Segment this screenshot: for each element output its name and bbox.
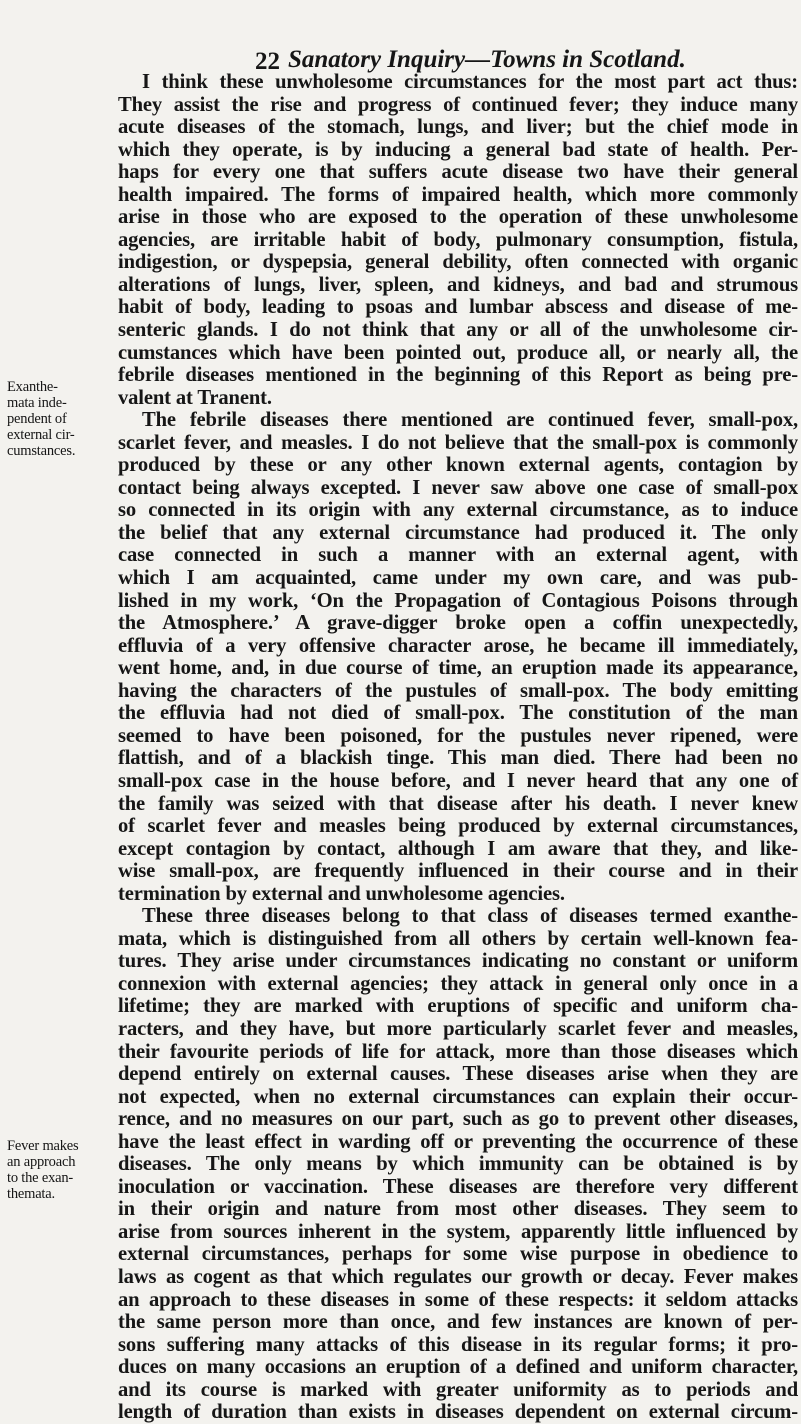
text-line: I think these unwholesome circumstances for the most part act thus: xyxy=(142,71,798,93)
text-line: length of duration than exists in diseases dependent on external circum- xyxy=(118,1401,798,1424)
text-line: went home, and, in due course of time, an eruption made its appearance, xyxy=(118,657,798,680)
text-line: tures. They arise under circumstances indicating no constant or uniform xyxy=(118,950,798,973)
text-line: sons suffering many attacks of this disease in its regular forms; it pro- xyxy=(118,1333,798,1356)
margin-note-line: to the exan- xyxy=(7,1170,74,1186)
text-line: diseases. The only means by which immunity can be obtained is by xyxy=(118,1153,798,1176)
text-line: having the characters of the pustules of small-pox. The body emitting xyxy=(118,679,798,702)
margin-note-line: themata. xyxy=(7,1186,55,1202)
text-line: which they operate, is by inducing a general bad state of health. Per- xyxy=(118,138,798,161)
text-line: connexion with external agencies; they attack in general only once in a xyxy=(118,972,798,995)
text-line: indigestion, or dyspepsia, general debility, often connected with organic xyxy=(118,251,798,274)
text-line: habit of body, leading to psoas and lumbar abscess and disease of me- xyxy=(118,296,798,319)
margin-note-line: mata inde- xyxy=(7,395,67,411)
text-line: except contagion by contact, although I am aware that they, and like- xyxy=(118,837,798,860)
text-line: termination by external and unwholesome agencies. xyxy=(118,882,565,905)
text-line: mata, which is distinguished from all others by certain well-known fea- xyxy=(118,927,798,950)
margin-note-line: Exanthe- xyxy=(7,379,58,395)
text-line: the belief that any external circumstance had produced it. The only xyxy=(118,521,798,544)
text-line: inoculation or vaccination. These diseases are therefore very different xyxy=(118,1175,798,1198)
text-line: rence, and no measures on our part, such as go to prevent other diseases, xyxy=(118,1108,798,1131)
text-line: depend entirely on external causes. These diseases arise when they are xyxy=(118,1063,798,1086)
text-line: the same person more than once, and few instances are known of per- xyxy=(118,1311,798,1334)
text-line: laws as cogent as that which regulates our growth or decay. Fever makes xyxy=(118,1265,798,1288)
text-line: external circumstances, perhaps for some wise purpose in obedience to xyxy=(118,1243,798,1266)
text-line: senteric glands. I do not think that any or all of the unwholesome cir- xyxy=(118,319,798,342)
text-line: an approach to these diseases in some of these respects: it seldom attacks xyxy=(118,1288,798,1311)
margin-note-line: an approach xyxy=(7,1154,76,1170)
text-line: have the least effect in warding off or preventing the occurrence of these xyxy=(118,1130,798,1153)
text-line: which I am acquainted, came under my own care, and was pub- xyxy=(118,567,798,590)
page-number: 22 xyxy=(255,48,280,75)
text-line: arise in those who are exposed to the operation of these unwholesome xyxy=(118,206,798,229)
running-title: Sanatory Inquiry—Towns in Scotland. xyxy=(288,46,686,73)
margin-note-line: external cir- xyxy=(7,427,75,443)
text-line: produced by these or any other known external agents, contagion by xyxy=(118,454,798,477)
text-line: valent at Tranent. xyxy=(118,386,272,409)
text-line: their favourite periods of life for attack, more than those diseases which xyxy=(118,1040,798,1063)
text-line: the effluvia had not died of small-pox. The constitution of the man xyxy=(118,702,798,725)
text-line: effluvia of a very offensive character arose, he became ill immediately, xyxy=(118,634,798,657)
text-line: so connected in its origin with any external circumstance, as to induce xyxy=(118,499,798,522)
text-line: lifetime; they are marked with eruptions of specific and uniform cha- xyxy=(118,995,798,1018)
text-line: agencies, are irritable habit of body, pulmonary consumption, fistula, xyxy=(118,228,798,251)
text-line: These three diseases belong to that class of diseases termed exanthe- xyxy=(142,905,798,928)
margin-note-fever xyxy=(7,1138,107,1202)
text-line: the family was seized with that disease after his death. I never knew xyxy=(118,792,798,815)
text-line: of scarlet fever and measles being produced by external circumstances, xyxy=(118,815,798,838)
text-line: flattish, and of a blackish tinge. This man died. There had been no xyxy=(118,747,798,770)
margin-note-line: Fever makes xyxy=(7,1138,79,1154)
margin-note-line: pendent of xyxy=(7,411,67,427)
text-line: haps for every one that suffers acute disease two have their general xyxy=(118,161,798,184)
text-line: alterations of lungs, liver, spleen, and kidneys, and bad and strumous xyxy=(118,273,798,296)
text-line: They assist the rise and progress of continued fever; they induce many xyxy=(118,93,798,116)
text-line: arise from sources inherent in the system, apparently little influenced by xyxy=(118,1220,798,1243)
text-line: case connected in such a manner with an external agent, with xyxy=(118,544,798,567)
text-line: febrile diseases mentioned in the beginning of this Report as being pre- xyxy=(118,364,798,387)
text-line: cumstances which have been pointed out, produce all, or nearly all, the xyxy=(118,341,798,364)
text-line: The febrile diseases there mentioned are continued fever, small-pox, xyxy=(142,409,798,432)
text-line: scarlet fever, and measles. I do not believe that the small-pox is commonly xyxy=(118,431,798,454)
text-line: small-pox case in the house before, and I never heard that any one of xyxy=(118,769,798,792)
text-line: health impaired. The forms of impaired health, which more commonly xyxy=(118,183,798,206)
text-line: racters, and they have, but more particularly scarlet fever and measles, xyxy=(118,1017,798,1040)
body-text xyxy=(118,71,798,1424)
text-line: seemed to have been poisoned, for the pustules never ripened, were xyxy=(118,724,798,747)
text-line: in their origin and nature from most other diseases. They seem to xyxy=(118,1198,798,1221)
margin-note-line: cumstances. xyxy=(7,443,76,459)
text-line: and its course is marked with greater uniformity as to periods and xyxy=(118,1378,798,1401)
text-line: acute diseases of the stomach, lungs, and liver; but the chief mode in xyxy=(118,116,798,139)
text-line: contact being always excepted. I never saw above one case of small-pox xyxy=(118,476,798,499)
text-line: lished in my work, ‘On the Propagation of Contagious Poisons through xyxy=(118,589,798,612)
text-line: the Atmosphere.’ A grave-digger broke open a coffin unexpectedly, xyxy=(118,612,798,635)
text-line: not expected, when no external circumstances can explain their occur- xyxy=(118,1085,798,1108)
margin-note-exanthemata xyxy=(7,379,107,459)
text-line: wise small-pox, are frequently influenced in their course and in their xyxy=(118,860,798,883)
text-line: duces on many occasions an eruption of a defined and uniform character, xyxy=(118,1356,798,1379)
